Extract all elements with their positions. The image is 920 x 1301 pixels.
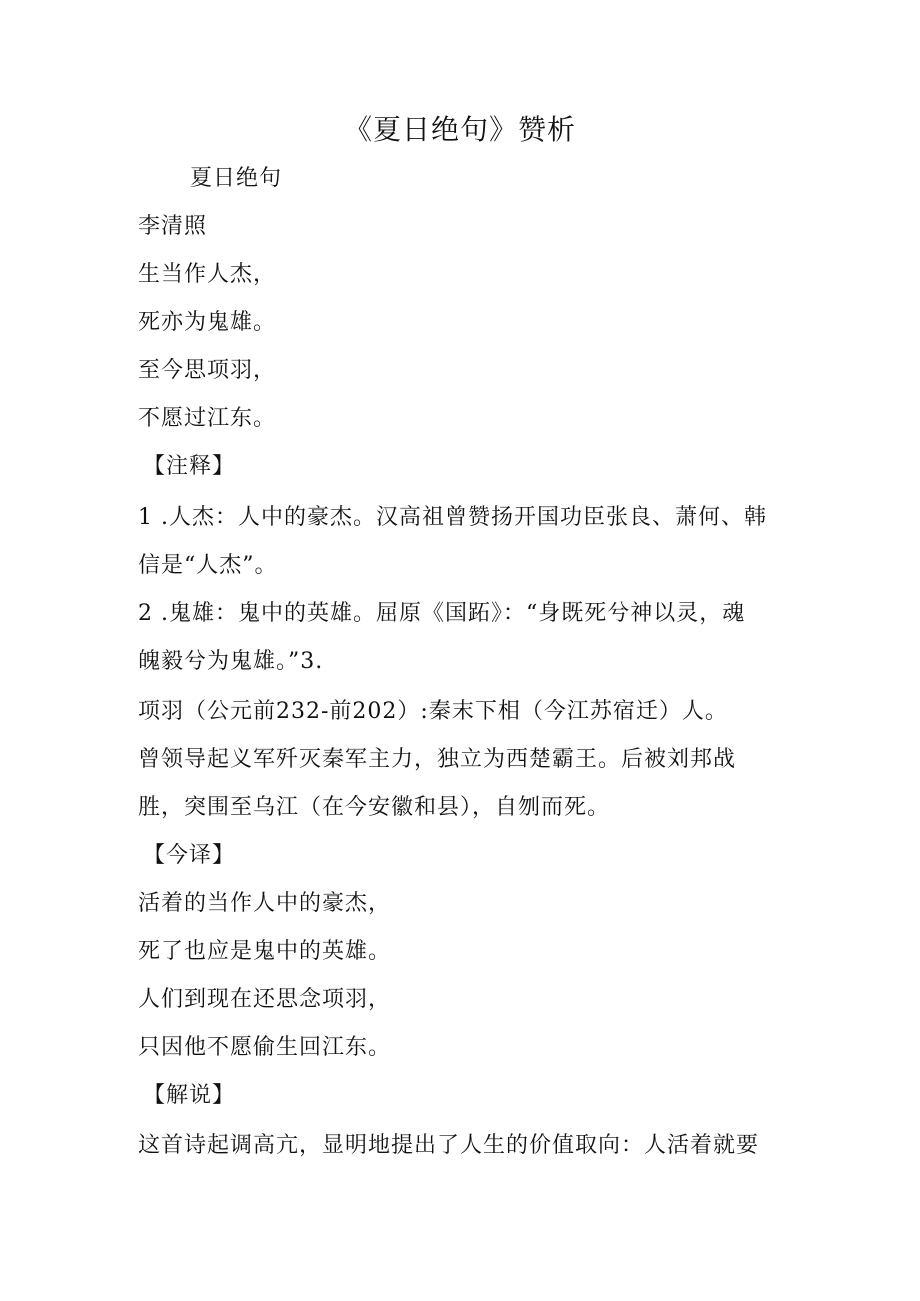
note-line: 信是“人杰”。 (138, 553, 278, 578)
note-line: 项羽（公元前232-前202）:秦末下相（今江苏宿迁）人。 (138, 699, 728, 724)
poem-line: 至今思项羽， (138, 358, 277, 383)
commentary-line: 这首诗起调高亢，显明地提出了人生的价值取向：人活着就要 (138, 1133, 760, 1158)
note-line: 2 .鬼雄：鬼中的英雄。屈原《国跖》：“身既死兮神以灵，魂 (138, 601, 746, 626)
note-line: 曾领导起义军歼灭秦军主力，独立为西楚霸王。后被刘邦战 (138, 747, 737, 772)
translation-line: 只因他不愿偷生回江东。 (138, 1035, 392, 1060)
poem-line: 死亦为鬼雄。 (138, 310, 277, 335)
commentary-heading: 【解说】 (143, 1083, 236, 1108)
translation-line: 死了也应是鬼中的英雄。 (138, 939, 392, 964)
translation-heading: 【今译】 (143, 843, 236, 868)
translation-line: 人们到现在还思念项羽， (138, 987, 392, 1012)
document-title: 《夏日绝句》赞析 (343, 113, 576, 146)
poem-title: 夏日绝句 (190, 166, 283, 191)
poem-author: 李清照 (138, 214, 208, 239)
note-line: 1 .人杰：人中的豪杰。汉高祖曾赞扬开国功臣张良、萧何、韩 (138, 505, 767, 530)
poem-line: 不愿过江东。 (138, 406, 277, 431)
note-line: 胜，突围至乌江（在今安徽和县），自刎而死。 (138, 795, 611, 820)
note-line: 魄毅兮为鬼雄。”3. (138, 649, 324, 674)
notes-heading: 【注释】 (143, 454, 236, 479)
poem-line: 生当作人杰， (138, 262, 277, 287)
translation-line: 活着的当作人中的豪杰， (138, 891, 392, 916)
